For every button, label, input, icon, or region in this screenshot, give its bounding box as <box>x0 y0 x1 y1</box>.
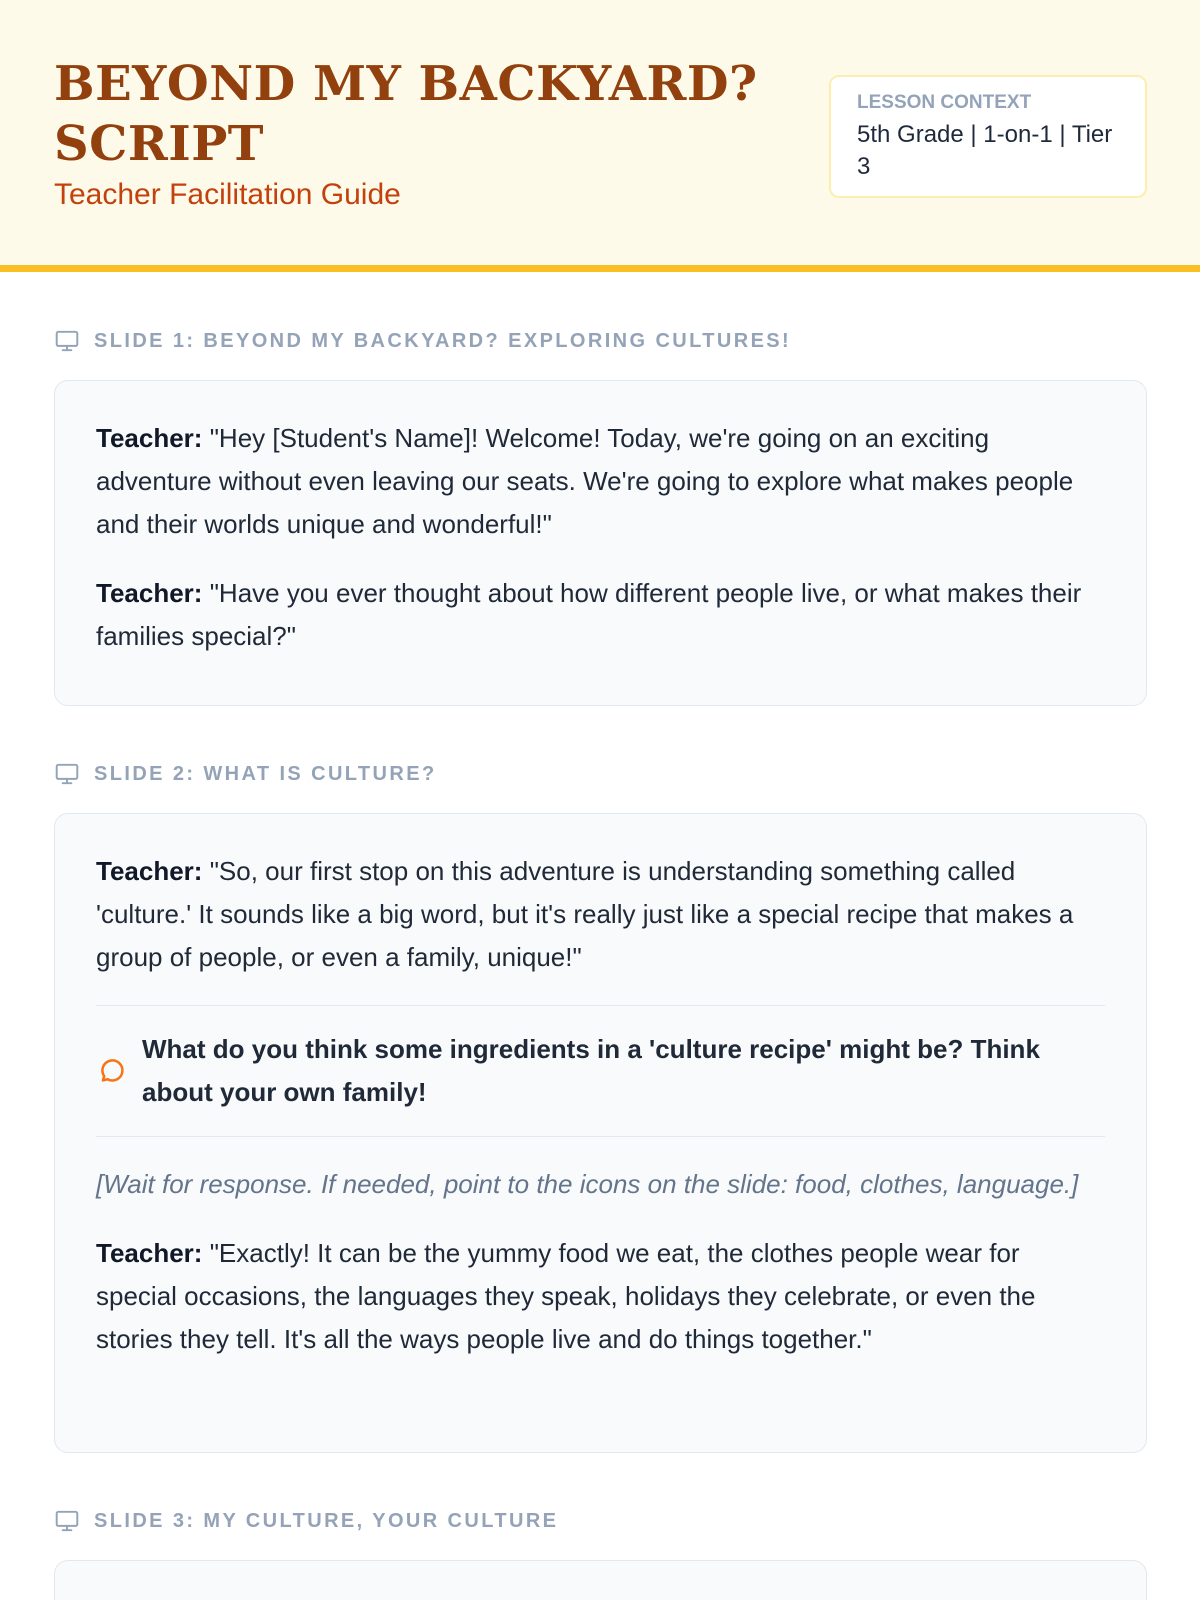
slide-2-heading-label: SLIDE 2: WHAT IS CULTURE? <box>94 762 437 785</box>
teacher-line <box>96 1232 1105 1361</box>
teacher-line-text: "So, our first stop on this adventure is understanding something called 'culture.' It sounds like a big word, but it's really just like a special recipe that makes a group of people, or even a family, unique!" <box>96 856 1074 972</box>
slide-2-script-card <box>54 813 1147 1453</box>
slide-1-script-card <box>54 380 1147 706</box>
slide-3-heading <box>54 1506 558 1536</box>
teacher-line-text: "Hey [Student's Name]! Welcome! Today, we're going on an exciting adventure without even leaving our seats. We're going to explore what makes people and their worlds unique and wonderful!" <box>96 423 1074 539</box>
teacher-line <box>96 850 1105 979</box>
stage-direction: [Wait for response. If needed, point to the icons on the slide: food, clothes, language.] <box>96 1169 1079 1199</box>
lesson-context-label: LESSON CONTEXT <box>857 92 1032 113</box>
monitor-icon <box>54 328 80 354</box>
slide-3-heading-label: SLIDE 3: MY CULTURE, YOUR CULTURE <box>94 1509 559 1532</box>
page-title: BEYOND MY BACKYARD? SCRIPT <box>54 56 758 172</box>
page-header <box>0 0 1200 272</box>
teacher-line-text: "Have you ever thought about how different people live, or what makes their families special?" <box>96 578 1082 651</box>
discussion-prompt <box>96 1005 1105 1137</box>
lesson-context-box <box>829 75 1147 198</box>
monitor-icon <box>54 761 80 787</box>
slide-2-heading <box>54 759 437 789</box>
lesson-context-value: 5th Grade | 1-on-1 | Tier 3 <box>857 121 1113 180</box>
slide-1-heading <box>54 326 791 356</box>
discussion-prompt-text: What do you think some ingredients in a 'culture recipe' might be? Think about your own family! <box>142 1034 1040 1107</box>
speaker-label: Teacher: <box>96 423 203 453</box>
teacher-line <box>96 417 1105 546</box>
teacher-line <box>96 572 1105 658</box>
speaker-label: Teacher: <box>96 578 203 608</box>
monitor-icon <box>54 1508 80 1534</box>
speaker-label: Teacher: <box>96 1238 203 1268</box>
chat-bubble-icon <box>96 1056 126 1086</box>
speaker-label: Teacher: <box>96 856 203 886</box>
slide-3-script-card <box>54 1560 1147 1600</box>
teacher-line-text: "Exactly! It can be the yummy food we eat, the clothes people wear for special occasions, the languages they speak, holidays they celebrate, or even the stories they tell. It's all the ways people live and do things together." <box>96 1238 1036 1354</box>
slide-1-heading-label: SLIDE 1: BEYOND MY BACKYARD? EXPLORING CULTURES! <box>94 329 792 352</box>
page-subtitle: Teacher Facilitation Guide <box>54 178 401 211</box>
